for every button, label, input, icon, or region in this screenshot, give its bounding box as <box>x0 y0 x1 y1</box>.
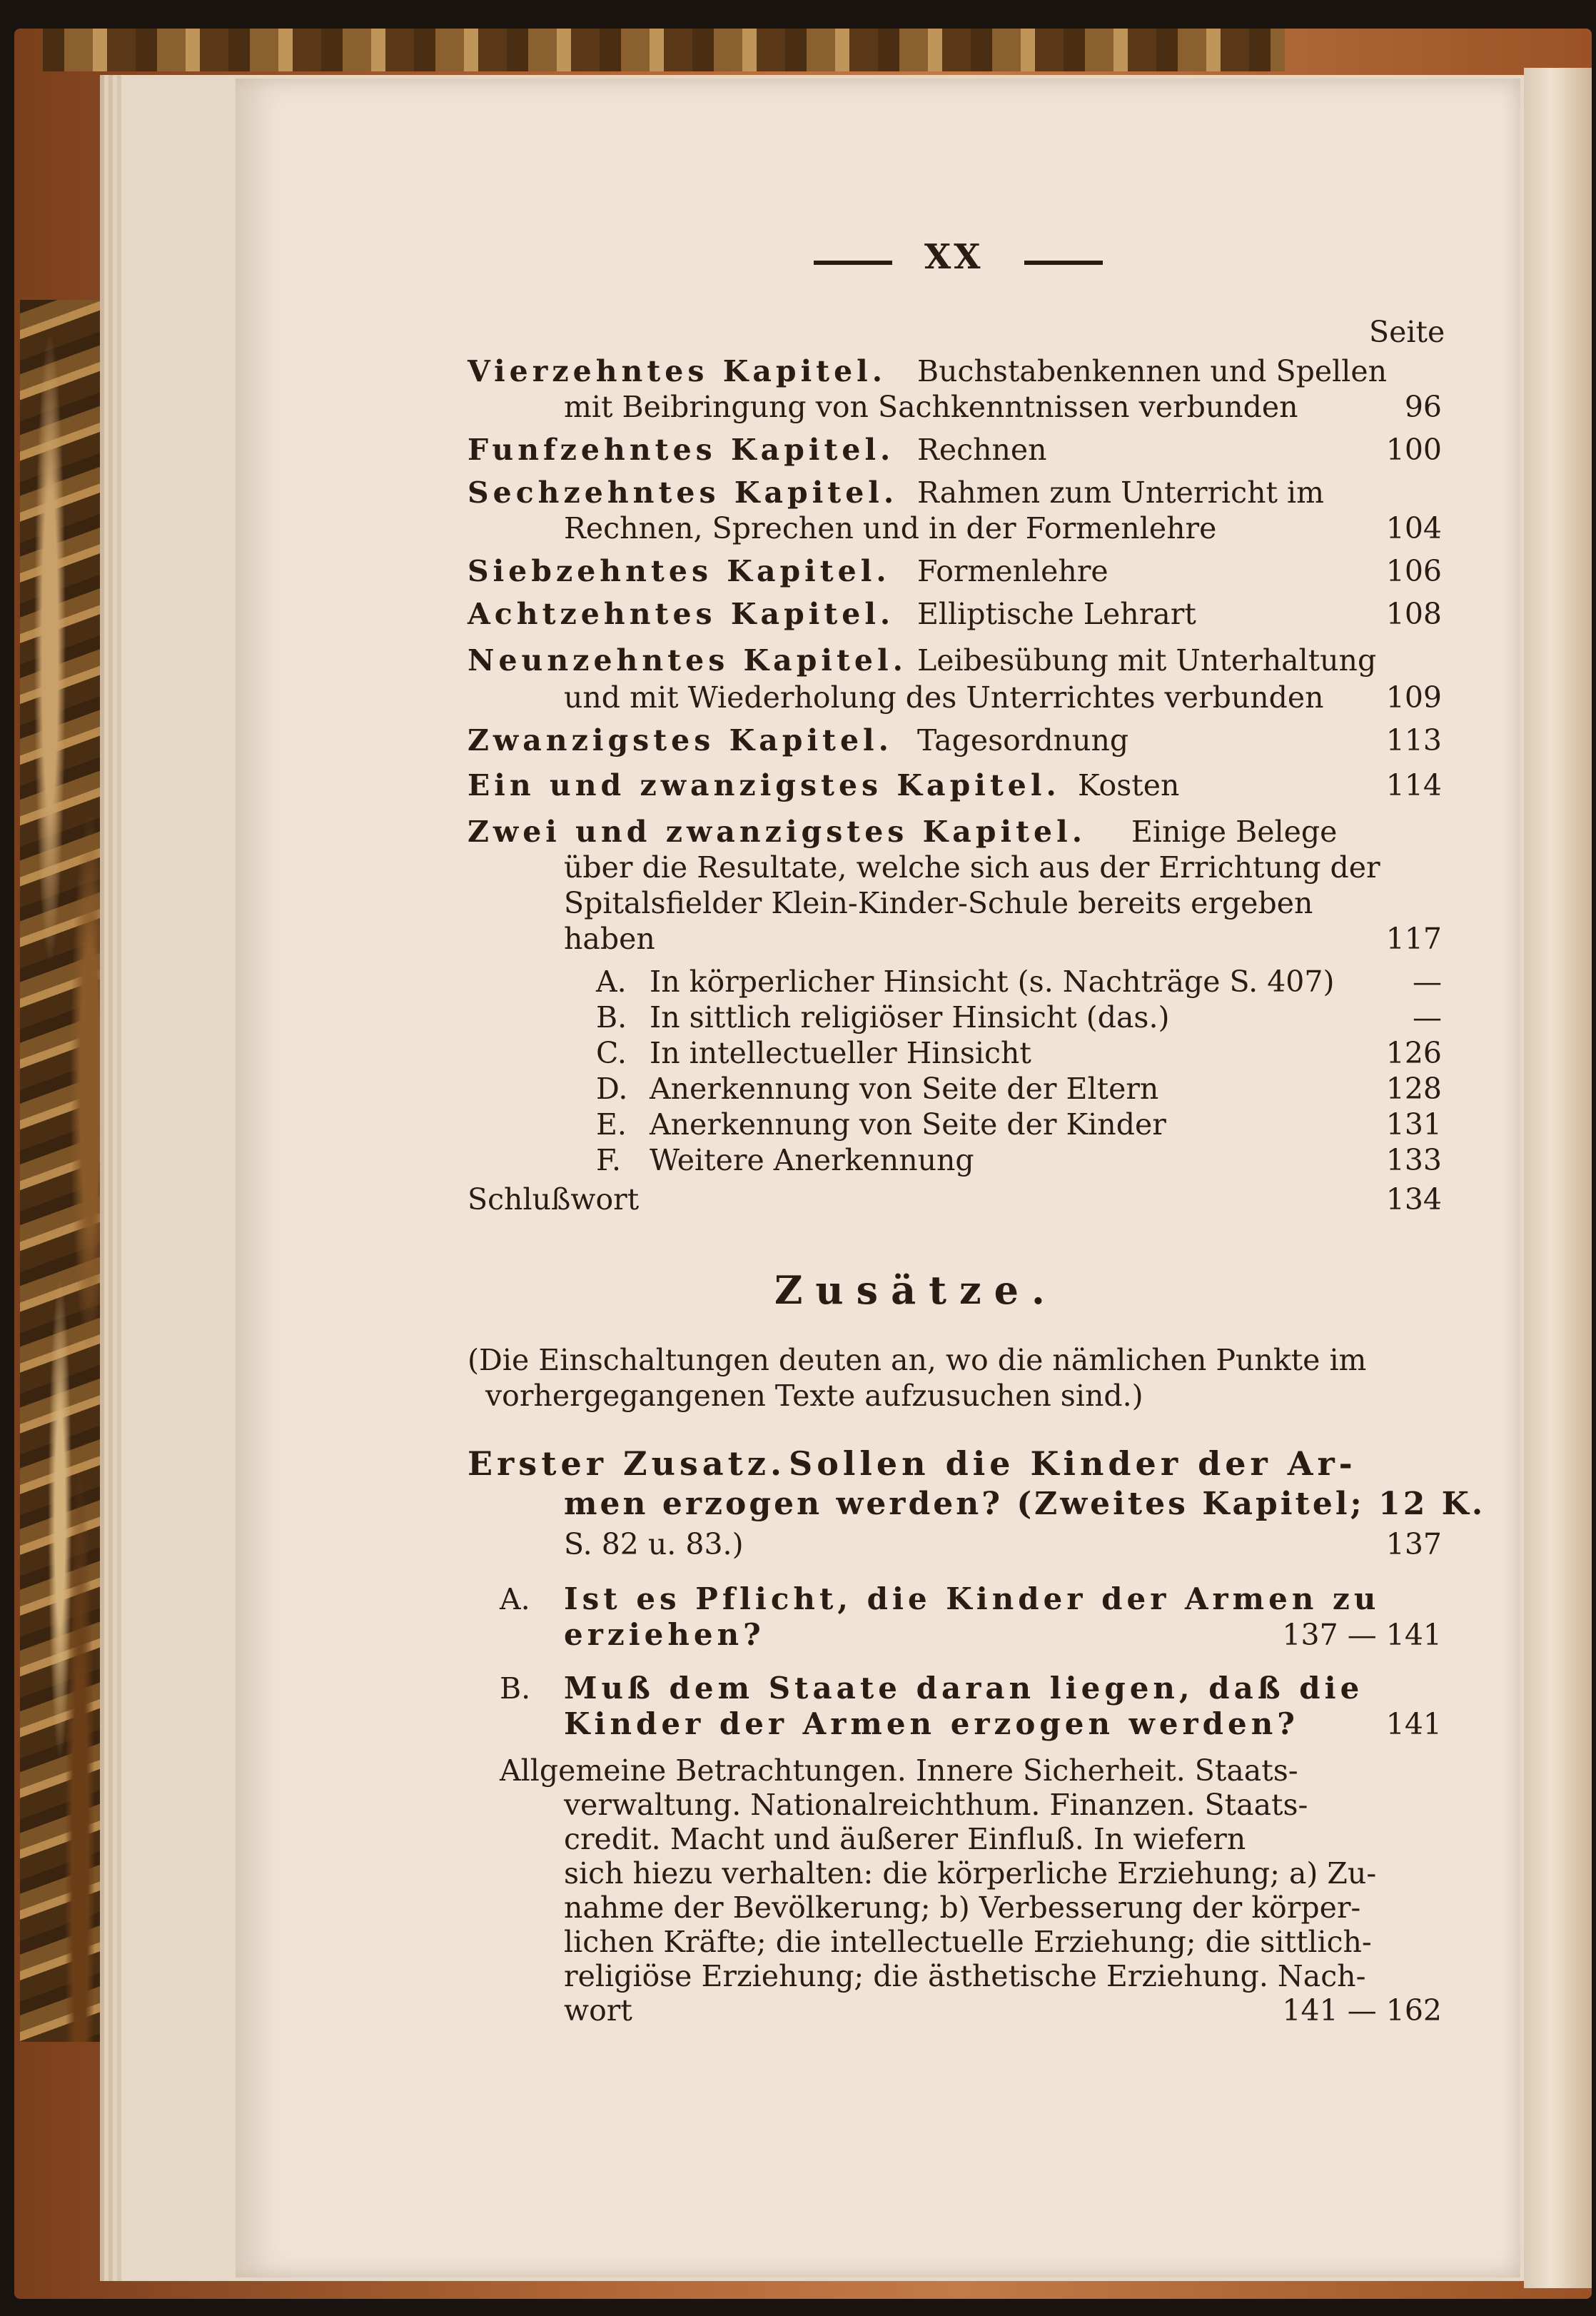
schlusswort: Schlußwort <box>468 1182 640 1217</box>
subitem-text: Weitere Anerkennung <box>650 1143 974 1177</box>
section-title-zusaetze: Zusätze. <box>774 1267 1058 1313</box>
page-ref: 141 <box>1385 1707 1442 1741</box>
subitem-label: E. <box>596 1107 627 1142</box>
chapter-title-cont: Rechnen, Sprechen und in der Formenlehre <box>564 511 1217 545</box>
subitem-text: In sittlich religiöser Hinsicht (das.) <box>650 1000 1170 1034</box>
chapter-title-cont: mit Beibringung von Sachkenntnissen verbunden <box>564 390 1298 424</box>
subitem-text: Anerkennung von Seite der Eltern <box>650 1072 1159 1106</box>
page-ref: 131 <box>1385 1107 1442 1142</box>
text-line: wort <box>564 1993 632 2028</box>
text-line: Allgemeine Betrachtungen. Innere Sicherheit. Staats- <box>500 1753 1298 1788</box>
chapter-heading: Funfzehntes Kapitel. <box>468 433 895 467</box>
page-ref: 104 <box>1385 511 1442 545</box>
chapter-title: Leibesübung mit Unterhaltung <box>917 643 1377 678</box>
zusaetze-note: (Die Einschaltungen deuten an, wo die nämlichen Punkte im <box>468 1343 1367 1377</box>
page-number-header: XX <box>924 237 984 277</box>
page-ref: 114 <box>1385 768 1442 802</box>
item-b-label: B. <box>500 1671 531 1706</box>
text-line: religiöse Erziehung; die ästhetische Erziehung. Nach- <box>564 1959 1366 1993</box>
subitem-label: C. <box>596 1036 627 1070</box>
subitem-label: F. <box>596 1143 622 1177</box>
chapter-title-cont: über die Resultate, welche sich aus der Errichtung der <box>564 850 1380 885</box>
item-a-label: A. <box>500 1582 530 1616</box>
chapter-heading: Siebzehntes Kapitel. <box>468 554 891 588</box>
header-rule-left <box>814 261 892 265</box>
chapter-title-cont: haben <box>564 922 655 956</box>
subitem-label: A. <box>596 965 627 999</box>
marbled-board <box>20 300 124 2042</box>
chapter-heading: Vierzehntes Kapitel. <box>468 354 887 388</box>
page-ref: 96 <box>1404 390 1442 424</box>
erster-zusatz-title-cont: men erzogen werden? (Zweites Kapitel; 12 K. <box>564 1486 1486 1522</box>
page-ref: 108 <box>1385 597 1442 631</box>
seite-label: Seite <box>1369 315 1445 349</box>
subitem-text: In körperlicher Hinsicht (s. Nachträge S. 407) <box>650 965 1335 999</box>
chapter-heading: Zwanzigstes Kapitel. <box>468 723 893 757</box>
chapter-heading: Neunzehntes Kapitel. <box>468 643 907 678</box>
chapter-title: Tagesordnung <box>917 723 1129 757</box>
erster-zusatz-title: Sollen die Kinder der Ar- <box>789 1444 1357 1483</box>
chapter-title: Elliptische Lehrart <box>917 597 1196 631</box>
chapter-title: Rahmen zum Unterricht im <box>917 475 1325 510</box>
page-ref: 106 <box>1385 554 1442 588</box>
text-line: verwaltung. Nationalreichthum. Finanzen. Staats- <box>564 1788 1308 1822</box>
page-ref: 109 <box>1385 680 1442 715</box>
page-ref: 126 <box>1385 1036 1442 1070</box>
text-line: lichen Kräfte; die intellectuelle Erziehung; die sittlich- <box>564 1925 1372 1959</box>
header-rule-right <box>1024 261 1103 265</box>
page-ref: — <box>1413 1000 1442 1034</box>
chapter-title: Einige Belege <box>1131 815 1338 849</box>
chapter-heading: Zwei und zwanzigstes Kapitel. <box>468 815 1086 849</box>
chapter-title-cont: und mit Wiederholung des Unterrichtes verbunden <box>564 680 1324 715</box>
text-line: credit. Macht und äußerer Einfluß. In wiefern <box>564 1822 1246 1856</box>
item-b-text-cont: Kinder der Armen erzogen werden? <box>564 1706 1299 1741</box>
page-ref: 117 <box>1385 922 1442 956</box>
chapter-title: Formenlehre <box>917 554 1108 588</box>
page-ref: 113 <box>1385 723 1442 757</box>
subitem-text: In intellectueller Hinsicht <box>650 1036 1031 1070</box>
text-line: nahme der Bevölkerung; b) Verbesserung der körper- <box>564 1890 1361 1925</box>
page-ref: 128 <box>1385 1072 1442 1106</box>
page-ref: 134 <box>1385 1182 1442 1217</box>
chapter-heading: Achtzehntes Kapitel. <box>468 597 895 631</box>
item-a-text: Ist es Pflicht, die Kinder der Armen zu <box>564 1581 1380 1616</box>
page-ref: 141 — 162 <box>1282 1993 1442 2028</box>
zusaetze-note-cont: vorhergegangenen Texte aufzusuchen sind.) <box>485 1379 1143 1413</box>
page-ref: 137 <box>1385 1527 1442 1561</box>
chapter-title: Buchstabenkennen und Spellen <box>917 354 1387 388</box>
marbled-edge-top <box>43 29 1285 71</box>
erster-zusatz-head: Erster Zusatz. <box>468 1444 787 1483</box>
item-a-text-cont: erziehen? <box>564 1617 765 1652</box>
chapter-title: Kosten <box>1078 768 1180 802</box>
page-ref: 133 <box>1385 1143 1442 1177</box>
page-ref: — <box>1413 965 1442 999</box>
chapter-title-cont: Spitalsfielder Klein-Kinder-Schule bereits ergeben <box>564 886 1313 920</box>
subitem-label: B. <box>596 1000 627 1034</box>
facing-page-edge <box>1524 68 1592 2288</box>
page-ref: 137 — 141 <box>1282 1618 1442 1652</box>
subitem-text: Anerkennung von Seite der Kinder <box>650 1107 1166 1142</box>
erster-zusatz-title-cont: S. 82 u. 83.) <box>564 1527 744 1561</box>
chapter-heading: Ein und zwanzigstes Kapitel. <box>468 768 1061 802</box>
chapter-title: Rechnen <box>917 433 1047 467</box>
chapter-heading: Sechzehntes Kapitel. <box>468 475 899 510</box>
text-line: sich hiezu verhalten: die körperliche Erziehung; a) Zu- <box>564 1856 1377 1890</box>
subitem-label: D. <box>596 1072 628 1106</box>
item-b-text: Muß dem Staate daran liegen, daß die <box>564 1671 1364 1706</box>
page-ref: 100 <box>1385 433 1442 467</box>
